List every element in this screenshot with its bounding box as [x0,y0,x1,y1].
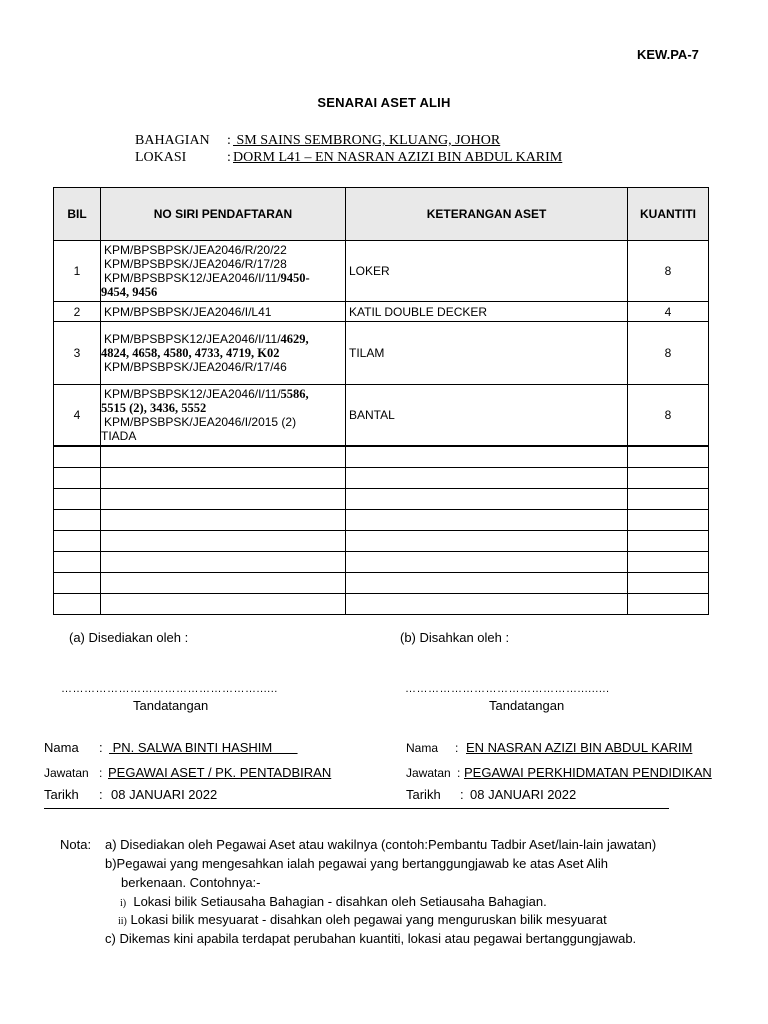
header-kuantiti: KUANTITI [628,188,709,241]
row-siri [101,322,346,385]
siri-line: TIADA [101,429,137,443]
prepared-tarikh-label: Tarikh [44,787,79,802]
empty-row [54,489,709,510]
prepared-jawatan-sep: : [99,766,103,780]
nota-ii-text: Lokasi bilik mesyuarat - disahkan oleh pegawai yang menguruskan bilik mesyuarat [130,912,607,927]
prepared-tarikh-value: 08 JANUARI 2022 [111,787,218,802]
prepared-jawatan-value: PEGAWAI ASET / PK. PENTADBIRAN [108,765,332,780]
empty-row [54,446,709,468]
divider [44,808,669,809]
header-keterangan: KETERANGAN ASET [346,188,628,241]
approved-jawatan-value: PEGAWAI PERKHIDMATAN PENDIDIKAN [464,765,712,780]
row-kuantiti: 4 [628,302,709,322]
siri-line: KPM/BPSBPSK/JEA2046/I/2015 (2) [104,415,297,429]
approved-tarikh-sep: : [460,787,464,802]
approved-nama-value: EN NASRAN AZIZI BIN ABDUL KARIM [466,740,693,755]
siri-line [101,346,345,360]
siri-line: KPM/BPSBPSK/JEA2046/I/L41 [104,304,272,319]
nota-ii-number: ii) [118,916,127,927]
page-title: SENARAI ASET ALIH [317,95,451,110]
empty-row [54,468,709,489]
row-keterangan: TILAM [346,322,628,385]
prepared-signature-line: ……………………………………………...... [61,683,278,695]
row-siri [101,302,346,322]
siri-bold-text: 4629, [280,332,309,346]
prepared-nama-value: PN. SALWA BINTI HASHIM [109,740,298,755]
empty-row [54,510,709,531]
siri-line [101,271,345,285]
approved-nama-sep: : [455,741,459,755]
row-keterangan: LOKER [346,241,628,302]
prepared-signature-label: Tandatangan [133,698,209,713]
approved-jawatan-label: Jawatan [406,766,451,780]
empty-row [54,573,709,594]
row-bil: 2 [54,302,101,322]
nota-c: c) Dikemas kini apabila terdapat perubahan kuantiti, lokasi atau pegawai bertanggungjawab. [105,931,637,946]
siri-bold-text: 5586, [280,387,309,401]
empty-row [54,531,709,552]
table-row [54,302,709,322]
nota-i-number: i) [120,898,127,909]
approved-nama-label: Nama [406,741,439,755]
nota-b-line2: berkenaan. Contohnya:- [121,875,261,890]
nota-i [120,894,547,909]
approved-jawatan-sep: : [457,766,461,780]
bahagian-label: BAHAGIAN [135,133,210,148]
table-header-row [54,188,709,241]
siri-bold-text: 9454, 9456 [101,285,158,299]
approved-signature-label: Tandatangan [489,698,565,713]
empty-row [54,552,709,573]
row-bil: 1 [54,241,101,302]
lokasi-label: LOKASI [135,150,187,165]
bahagian-value: SM SAINS SEMBRONG, KLUANG, JOHOR [233,133,501,148]
row-kuantiti: 8 [628,241,709,302]
table-row [54,322,709,385]
lokasi-value: DORM L41 – EN NASRAN AZIZI BIN ABDUL KARIM [233,150,563,165]
siri-bold-text: 5515 (2), 3436, 5552 [101,401,207,415]
nota-b-line1: b)Pegawai yang mengesahkan ialah pegawai yang bertanggungjawab ke atas Aset Alih [105,856,609,871]
row-siri [101,385,346,447]
siri-bold-text: 9450- [280,271,310,285]
prepared-tarikh-sep: : [99,787,103,802]
prepared-nama-label: Nama [44,740,79,755]
prepared-heading: (a) Disediakan oleh : [69,630,189,645]
approved-tarikh-label: Tarikh [406,787,441,802]
row-kuantiti: 8 [628,385,709,447]
table-row [54,241,709,302]
prepared-jawatan-label: Jawatan [44,766,89,780]
siri-text: KPM/BPSBPSK12/JEA2046/I/11/ [104,387,281,401]
siri-line: KPM/BPSBPSK/JEA2046/R/20/22 [104,243,287,257]
row-kuantiti: 8 [628,322,709,385]
lokasi-separator: : [227,150,231,165]
siri-line [101,285,345,299]
siri-line [101,401,345,415]
siri-line [101,332,345,346]
row-siri [101,241,346,302]
bahagian-separator: : [227,133,231,148]
prepared-nama-sep: : [99,740,103,755]
siri-text: KPM/BPSBPSK12/JEA2046/I/11/ [104,332,281,346]
siri-line [101,387,345,401]
header-bil: BIL [54,188,101,241]
row-bil: 3 [54,322,101,385]
approved-tarikh-value: 08 JANUARI 2022 [470,787,577,802]
siri-text: KPM/BPSBPSK12/JEA2046/I/11/ [104,271,281,285]
row-keterangan: BANTAL [346,385,628,447]
row-bil: 4 [54,385,101,447]
siri-line: KPM/BPSBPSK/JEA2046/R/17/28 [104,257,287,271]
siri-bold-text: 4824, 4658, 4580, 4733, 4719, K02 [101,346,280,360]
approved-signature-line: ………………………………………......... [405,683,610,695]
row-keterangan: KATIL DOUBLE DECKER [346,302,628,322]
empty-row [54,594,709,615]
siri-line: KPM/BPSBPSK/JEA2046/R/17/46 [104,360,287,374]
nota-ii [118,912,607,927]
approved-heading: (b) Disahkan oleh : [400,630,510,645]
nota-a: a) Disediakan oleh Pegawai Aset atau wakilnya (contoh:Pembantu Tadbir Aset/lain-lain jawatan) [105,837,657,852]
nota-label: Nota: [60,837,92,852]
header-no-siri: NO SIRI PENDAFTARAN [101,188,346,241]
table-row [54,385,709,447]
nota-i-text: Lokasi bilik Setiausaha Bahagian - disahkan oleh Setiausaha Bahagian. [133,894,547,909]
asset-table [53,187,709,615]
form-code: KEW.PA-7 [637,47,699,62]
